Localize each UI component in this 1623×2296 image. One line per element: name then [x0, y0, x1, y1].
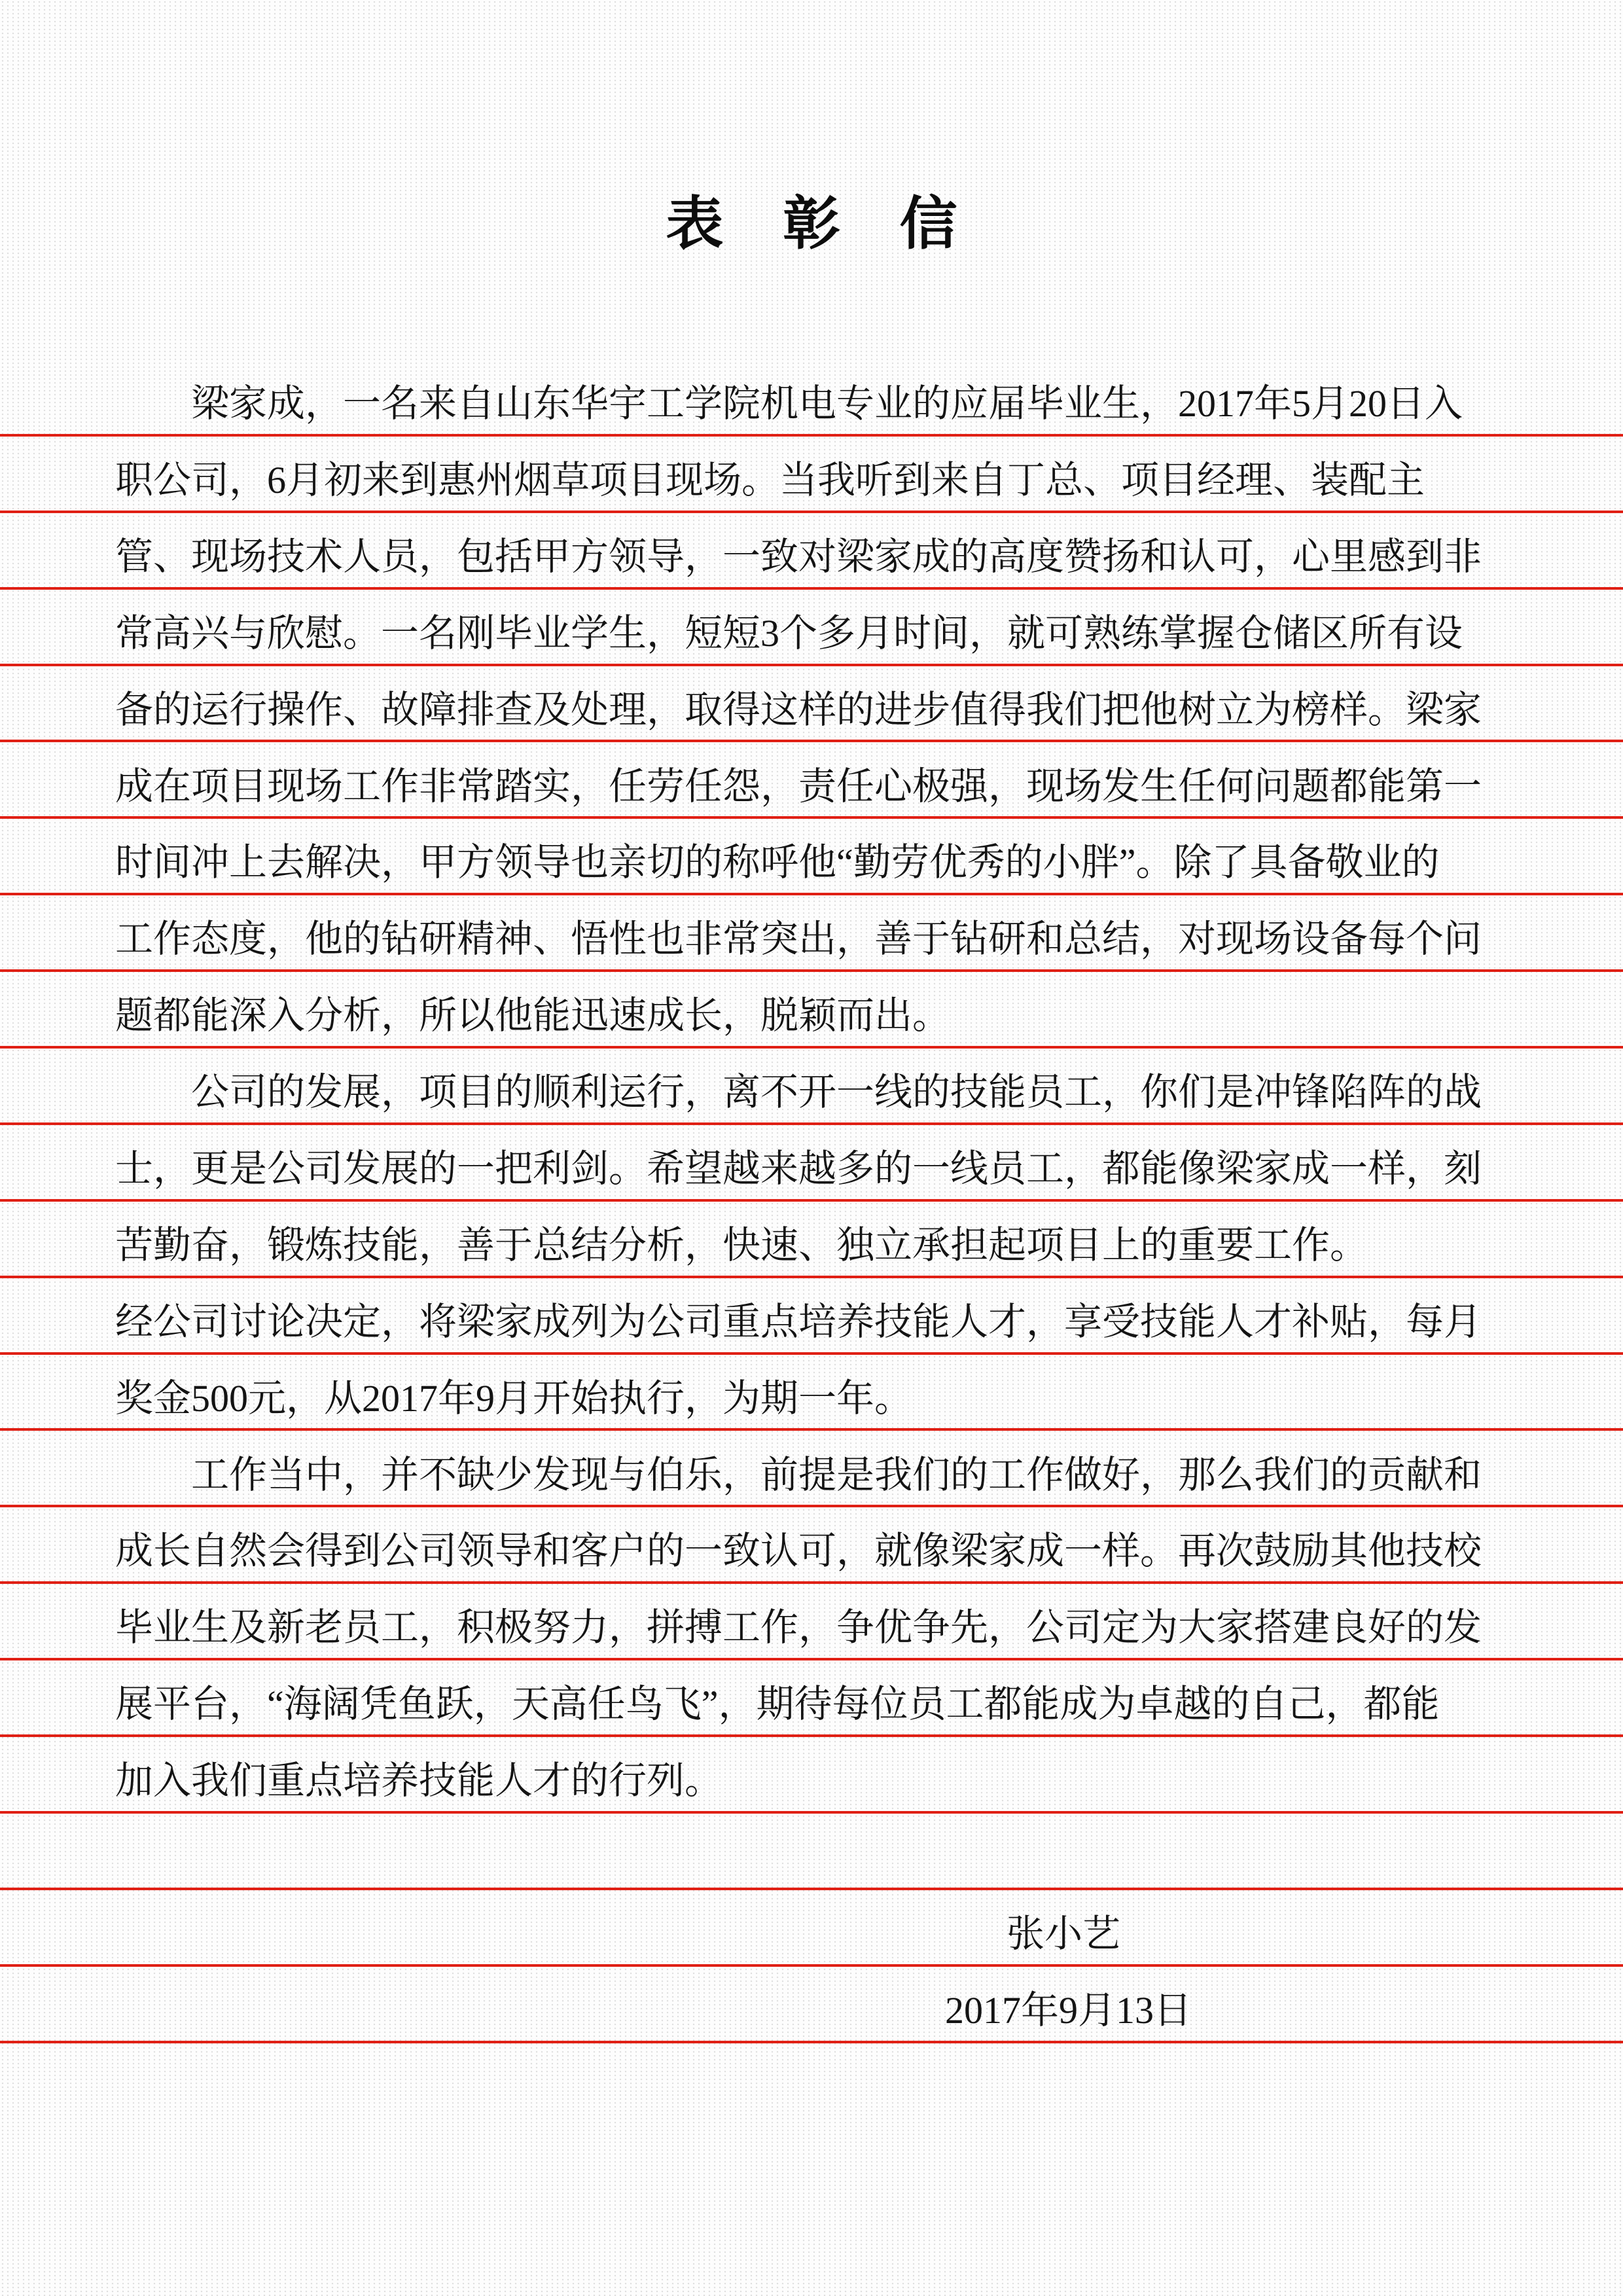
ruled-line-row — [0, 1431, 1623, 1507]
ruled-line-row — [0, 1737, 1623, 1814]
line-text: 苦勤奋，锻炼技能，善于总结分析，快速、独立承担起项目上的重要工作。 — [115, 1223, 1368, 1266]
ruled-line-row — [0, 972, 1623, 1049]
letter-title: 表 彰 信 — [666, 189, 977, 257]
ruled-line-row — [0, 1202, 1623, 1278]
line-text: 展平台，“海阔凭鱼跃，天高任鸟飞”，期待每位员工都能成为卓越的自己，都能 — [115, 1683, 1440, 1726]
ruled-line-row — [0, 1584, 1623, 1660]
line-text: 加入我们重点培养技能人才的行列。 — [115, 1759, 723, 1803]
line-text: 管、现场技术人员，包括甲方领导，一致对梁家成的高度赞扬和认可，心里感到非 — [115, 535, 1482, 578]
ruled-line-row — [0, 1355, 1623, 1431]
line-text: 备的运行操作、故障排查及处理，取得这样的进步值得我们把他树立为榜样。梁家 — [115, 688, 1482, 731]
line-text: 2017年9月13日 — [945, 1988, 1192, 2032]
ruled-line-row — [0, 1049, 1623, 1125]
ruled-line-row — [0, 819, 1623, 895]
line-text: 工作态度，他的钻研精神、悟性也非常突出，善于钻研和总结，对现场设备每个问 — [115, 918, 1482, 961]
ruled-line-row — [0, 437, 1623, 513]
ruled-line-row — [0, 666, 1623, 743]
line-text: 公司的发展，项目的顺利运行，离不开一线的技能员工，你们是冲锋陷阵的战 — [191, 1071, 1482, 1114]
ruled-line-row — [0, 895, 1623, 972]
line-text: 张小艺 — [1007, 1912, 1121, 1955]
line-text: 经公司讨论决定，将梁家成列为公司重点培养技能人才，享受技能人才补贴，每月 — [115, 1300, 1482, 1343]
line-text: 职公司，6月初来到惠州烟草项目现场。当我听到来自丁总、项目经理、装配主 — [115, 458, 1425, 501]
line-text: 成长自然会得到公司领导和客户的一致认可，就像梁家成一样。再次鼓励其他技校 — [115, 1530, 1482, 1573]
ruled-line-row — [0, 742, 1623, 819]
ruled-lines — [0, 360, 1623, 2043]
line-text: 工作当中，并不缺少发现与伯乐，前提是我们的工作做好，那么我们的贡献和 — [191, 1453, 1482, 1496]
line-text: 奖金500元，从2017年9月开始执行，为期一年。 — [115, 1376, 913, 1420]
ruled-line-row — [0, 1890, 1623, 1967]
line-text: 题都能深入分析，所以他能迅速成长，脱颖而出。 — [115, 994, 951, 1037]
ruled-line-row — [0, 1125, 1623, 1202]
ruled-line-row — [0, 1814, 1623, 1890]
ruled-line-row — [0, 513, 1623, 590]
ruled-line-row — [0, 1507, 1623, 1584]
line-text: 士，更是公司发展的一把利剑。希望越来越多的一线员工，都能像梁家成一样，刻 — [115, 1147, 1482, 1190]
line-text: 毕业生及新老员工，积极努力，拼搏工作，争优争先，公司定为大家搭建良好的发 — [115, 1606, 1482, 1649]
ruled-line-row — [0, 1660, 1623, 1737]
ruled-line-row — [0, 360, 1623, 437]
line-text: 梁家成，一名来自山东华宇工学院机电专业的应届毕业生，2017年5月20日入 — [191, 382, 1463, 425]
line-text: 常高兴与欣慰。一名刚毕业学生，短短3个多月时间，就可熟练掌握仓储区所有设 — [115, 611, 1463, 655]
line-text: 成在项目现场工作非常踏实，任劳任怨，责任心极强，现场发生任何问题都能第一 — [115, 764, 1482, 808]
line-text: 时间冲上去解决，甲方领导也亲切的称呼他“勤劳优秀的小胖”。除了具备敬业的 — [115, 841, 1440, 884]
ruled-line-row — [0, 590, 1623, 666]
ruled-line-row — [0, 1967, 1623, 2043]
ruled-line-row — [0, 1278, 1623, 1355]
